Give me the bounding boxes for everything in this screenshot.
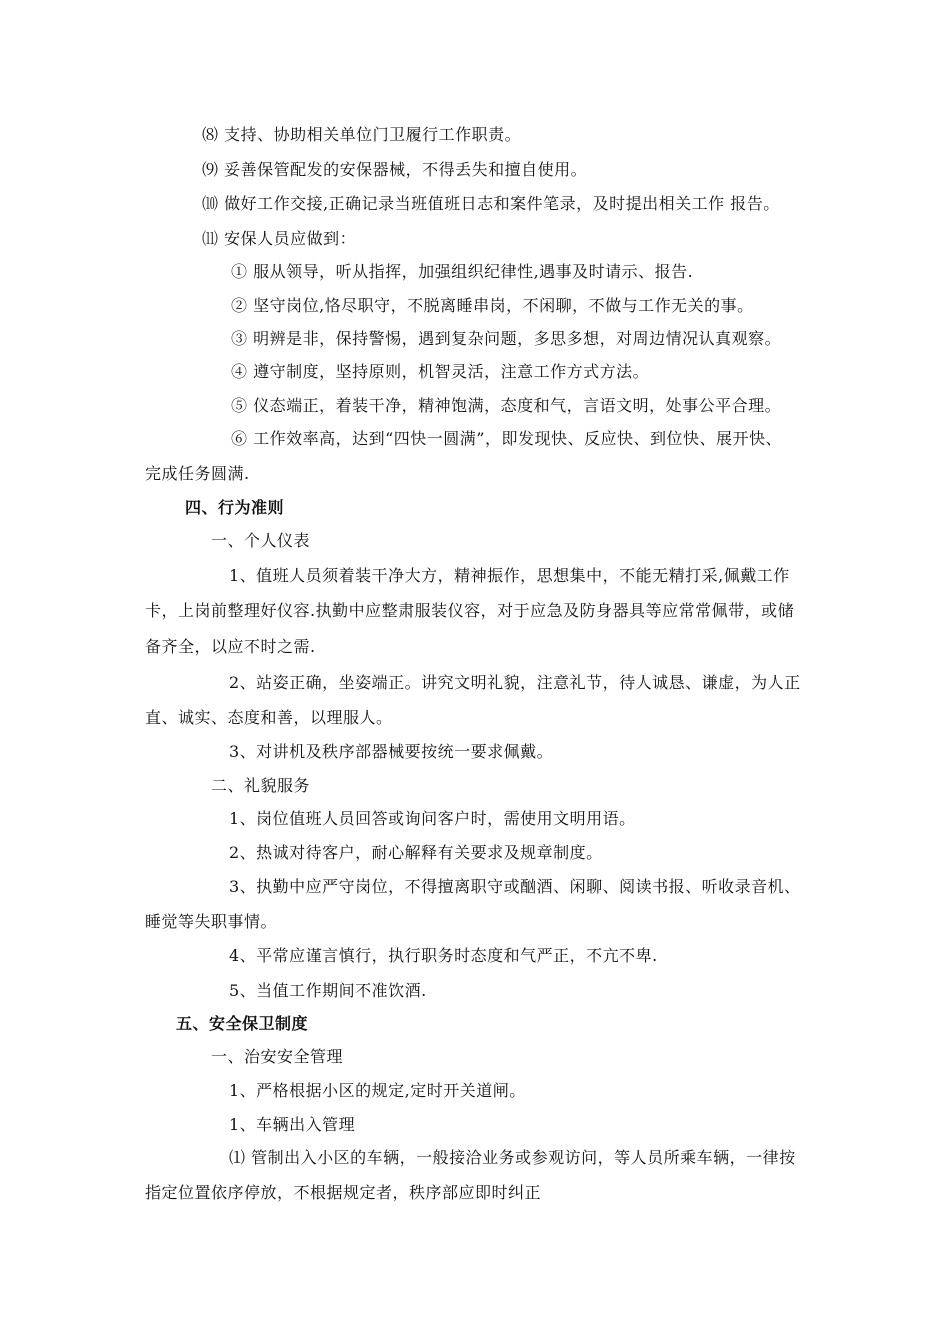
list-item: ⑼ 妥善保管配发的安保器械，不得丢失和擅自使用。 [202, 160, 588, 179]
list-item: ⑥ 工作效率高，达到“四快一圆满”，即发现快、反应快、到位快、展开快、 [231, 429, 782, 448]
paragraph-line: ⑴ 管制出入小区的车辆，一般接洽业务或参观访问，等人员所乘车辆，一律按 [229, 1148, 796, 1167]
paragraph-line: 1、严格根据小区的规定,定时开关道闸。 [229, 1081, 526, 1100]
paragraph-line: 2、站姿正确，坐姿端正。讲究文明礼貌，注意礼节，待人诚恳、谦虚，为人正 [229, 673, 801, 692]
paragraph-line: 3、执勤中应严守岗位，不得擅离职守或酗酒、闲聊、阅读书报、听收录音机、 [229, 877, 801, 896]
subsection-heading: 一、个人仪表 [211, 531, 311, 550]
paragraph-line: 1、岗位值班人员回答或询问客户时，需使用文明用语。 [229, 809, 636, 828]
paragraph-line: 完成任务圆满. [145, 464, 250, 483]
list-item: ② 坚守岗位,恪尽职守，不脱离睡串岗，不闲聊，不做与工作无关的事。 [231, 296, 754, 315]
paragraph-line: 直、诚实、态度和善，以理服人。 [145, 708, 393, 727]
paragraph-line: 指定位置依序停放，不根据规定者，秩序部应即时纠正 [145, 1183, 542, 1202]
section-heading: 四、行为准则 [185, 498, 285, 517]
list-item: ⑽ 做好工作交接,正确记录当班值班日志和案件笔录，及时提出相关工作 报告。 [202, 194, 780, 213]
list-item: ④ 遵守制度，坚持原则，机智灵活，注意工作方式方法。 [231, 362, 650, 381]
list-item: ⑾ 安保人员应做到： [202, 229, 357, 248]
list-item: ⑤ 仪态端正，着装干净，精神饱满，态度和气，言语文明，处事公平合理。 [231, 396, 782, 415]
paragraph-line: 1、车辆出入管理 [229, 1115, 356, 1134]
paragraph-line: 5、当值工作期间不准饮酒. [229, 981, 427, 1000]
paragraph-line: 睡觉等失职事情。 [145, 912, 278, 931]
paragraph-line: 卡，上岗前整理好仪容.执勤中应整肃服装仪容，对于应急及防身器具等应常常佩带，或储 [145, 601, 795, 620]
paragraph-line: 2、热诚对待客户，耐心解释有关要求及规章制度。 [229, 843, 603, 862]
paragraph-line: 3、对讲机及秩序部器械要按统一要求佩戴。 [229, 742, 554, 761]
paragraph-line: 1、值班人员须着装干净大方，精神振作，思想集中，不能无精打采,佩戴工作 [229, 566, 790, 585]
subsection-heading: 一、治安安全管理 [211, 1047, 344, 1066]
paragraph-line: 4、平常应谨言慎行，执行职务时态度和气严正，不亢不卑. [229, 946, 658, 965]
list-item: ⑻ 支持、协助相关单位门卫履行工作职责。 [202, 125, 522, 144]
paragraph-line: 备齐全，以应不时之需. [145, 637, 316, 656]
section-heading: 五、安全保卫制度 [176, 1014, 309, 1033]
subsection-heading: 二、礼貌服务 [211, 776, 311, 795]
list-item: ① 服从领导，听从指挥，加强组织纪律性,遇事及时请示、报告. [231, 262, 694, 281]
list-item: ③ 明辨是非，保持警惕，遇到复杂问题，多思多想，对周边情况认真观察。 [231, 329, 782, 348]
